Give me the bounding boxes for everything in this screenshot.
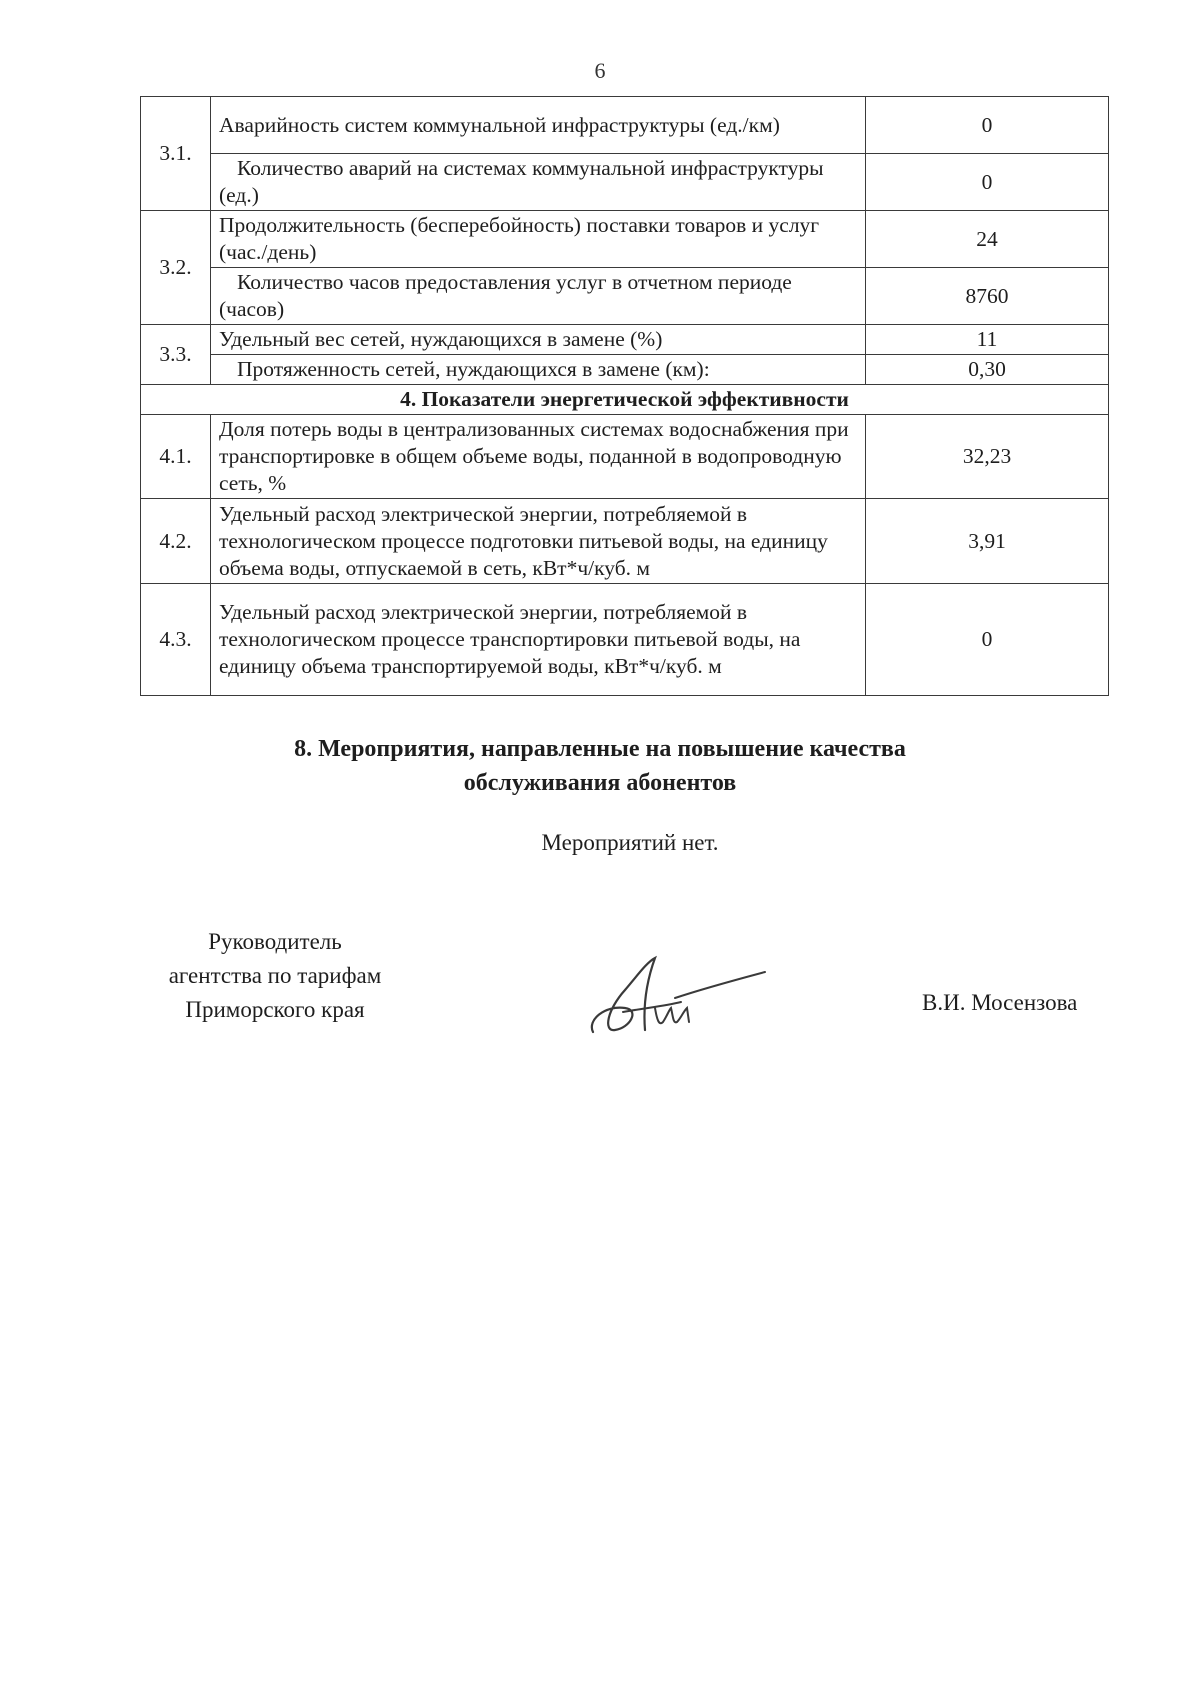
page-number: 6 (594, 58, 606, 83)
indicator-value: 0 (866, 584, 1109, 696)
indicator-name: Удельный расход электрической энергии, потребляемой в технологическом процессе транспортировки питьевой воды, на единицу объема транспортируемой воды, кВт*ч/куб. м (211, 584, 866, 696)
signatory-title (130, 925, 420, 1027)
indicator-name: Количество аварий на системах коммунальной инфраструктуры (ед.) (211, 154, 866, 211)
no-measures-note: Мероприятий нет. (541, 830, 719, 855)
indicator-name: Количество часов предоставления услуг в отчетном периоде (часов) (211, 268, 866, 325)
table-row (141, 154, 1109, 211)
indicator-value: 11 (866, 325, 1109, 355)
row-number: 4.1. (141, 415, 211, 499)
indicator-value: 0 (866, 97, 1109, 154)
indicator-value: 0,30 (866, 355, 1109, 385)
handwritten-signature (585, 950, 775, 1040)
table-row (141, 584, 1109, 696)
table-row (141, 415, 1109, 499)
indicator-value: 3,91 (866, 499, 1109, 584)
section-heading-line: обслуживания абонентов (463, 770, 737, 796)
section-title: 4. Показатели энергетической эффективности (141, 385, 1109, 415)
indicators-table (140, 96, 1109, 696)
indicator-value: 24 (866, 211, 1109, 268)
indicator-value: 32,23 (866, 415, 1109, 499)
table-row (141, 325, 1109, 355)
signatory-line: агентства по тарифам (168, 963, 382, 988)
table-row (141, 211, 1109, 268)
table-row (141, 499, 1109, 584)
indicator-name: Протяженность сетей, нуждающихся в замене (км): (211, 355, 866, 385)
indicator-name: Удельный вес сетей, нуждающихся в замене (%) (211, 325, 866, 355)
row-number: 4.2. (141, 499, 211, 584)
indicator-name: Доля потерь воды в централизованных системах водоснабжения при транспортировке в общем объеме воды, поданной в водопроводную сеть, % (211, 415, 866, 499)
section-header-row (141, 385, 1109, 415)
indicator-name: Аварийность систем коммунальной инфраструктуры (ед./км) (211, 97, 866, 154)
table-row (141, 268, 1109, 325)
signatory-line: Руководитель (208, 929, 342, 954)
signer-name: В.И. Мосензова (922, 990, 1078, 1015)
indicator-name: Продолжительность (бесперебойность) поставки товаров и услуг (час./день) (211, 211, 866, 268)
row-number: 3.3. (141, 325, 211, 385)
table-row (141, 355, 1109, 385)
section-heading-line: 8. Мероприятия, направленные на повышение качества (294, 736, 906, 762)
section-heading (0, 732, 1200, 800)
table-row (141, 97, 1109, 154)
signatory-line: Приморского края (185, 997, 365, 1022)
indicator-value: 0 (866, 154, 1109, 211)
row-number: 4.3. (141, 584, 211, 696)
row-number: 3.2. (141, 211, 211, 325)
row-number: 3.1. (141, 97, 211, 211)
indicator-name: Удельный расход электрической энергии, потребляемой в технологическом процессе подготовки питьевой воды, на единицу объема воды, отпускаемой в сеть, кВт*ч/куб. м (211, 499, 866, 584)
indicator-value: 8760 (866, 268, 1109, 325)
